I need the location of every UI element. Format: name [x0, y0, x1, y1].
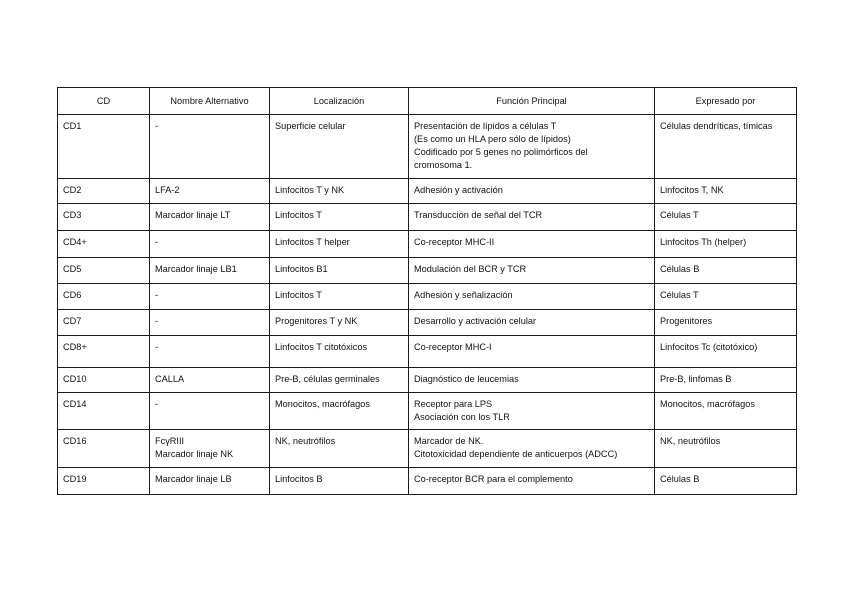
cell-expressed-by: Células B — [655, 468, 797, 495]
cell-location: Progenitores T y NK — [270, 310, 409, 336]
cell-location: Linfocitos T helper — [270, 231, 409, 258]
header-cd: CD — [58, 88, 150, 115]
cell-cd: CD14 — [58, 393, 150, 430]
table-row — [58, 231, 797, 258]
cell-function: Adhesión y señalización — [409, 284, 655, 310]
cell-function: Marcador de NK. Citotoxicidad dependiente de anticuerpos (ADCC) — [409, 430, 655, 468]
cell-function: Diagnóstico de leucemias — [409, 368, 655, 393]
header-function: Función Principal — [409, 88, 655, 115]
cell-expressed-by: Progenitores — [655, 310, 797, 336]
cell-cd: CD10 — [58, 368, 150, 393]
cell-cd: CD4+ — [58, 231, 150, 258]
cell-alt-name: - — [150, 284, 270, 310]
cell-location: Linfocitos T — [270, 284, 409, 310]
cell-function: Co-receptor MHC-I — [409, 336, 655, 368]
cell-location: Linfocitos T y NK — [270, 179, 409, 204]
cell-alt-name: - — [150, 115, 270, 179]
cell-cd: CD16 — [58, 430, 150, 468]
cell-expressed-by: Linfocitos Tc (citotóxico) — [655, 336, 797, 368]
table-row — [58, 258, 797, 284]
cell-location: Linfocitos T — [270, 204, 409, 231]
cell-cd: CD6 — [58, 284, 150, 310]
cell-location: Superficie celular — [270, 115, 409, 179]
cell-function: Modulación del BCR y TCR — [409, 258, 655, 284]
cell-cd: CD1 — [58, 115, 150, 179]
cell-function: Co-receptor BCR para el complemento — [409, 468, 655, 495]
cell-cd: CD19 — [58, 468, 150, 495]
header-row — [58, 88, 797, 115]
cell-location: Linfocitos B — [270, 468, 409, 495]
cell-function: Receptor para LPS Asociación con los TLR — [409, 393, 655, 430]
cell-expressed-by: Pre-B, linfomas B — [655, 368, 797, 393]
cell-expressed-by: NK, neutrófilos — [655, 430, 797, 468]
table-row — [58, 468, 797, 495]
cell-cd: CD2 — [58, 179, 150, 204]
cell-alt-name: CALLA — [150, 368, 270, 393]
table-row — [58, 179, 797, 204]
cell-alt-name: Marcador linaje LT — [150, 204, 270, 231]
cell-function: Adhesión y activación — [409, 179, 655, 204]
cell-cd: CD8+ — [58, 336, 150, 368]
table-row — [58, 204, 797, 231]
cell-cd: CD7 — [58, 310, 150, 336]
table-row — [58, 310, 797, 336]
table-row — [58, 430, 797, 468]
table-body — [58, 115, 797, 495]
header-location: Localización — [270, 88, 409, 115]
cd-markers-table — [57, 87, 797, 495]
cell-expressed-by: Células B — [655, 258, 797, 284]
cell-alt-name: - — [150, 336, 270, 368]
header-alt-name: Nombre Alternativo — [150, 88, 270, 115]
cell-function: Transducción de señal del TCR — [409, 204, 655, 231]
header-expressed-by: Expresado por — [655, 88, 797, 115]
cell-location: NK, neutrófilos — [270, 430, 409, 468]
cell-location: Pre-B, células germinales — [270, 368, 409, 393]
cell-function: Desarrollo y activación celular — [409, 310, 655, 336]
cell-cd: CD3 — [58, 204, 150, 231]
cell-alt-name: Marcador linaje LB1 — [150, 258, 270, 284]
cell-alt-name: - — [150, 393, 270, 430]
table-row — [58, 336, 797, 368]
cell-alt-name: Marcador linaje LB — [150, 468, 270, 495]
cell-alt-name: - — [150, 231, 270, 258]
cell-location: Monocitos, macrófagos — [270, 393, 409, 430]
cell-alt-name: - — [150, 310, 270, 336]
cell-cd: CD5 — [58, 258, 150, 284]
cell-function: Presentación de lípidos a células T (Es como un HLA pero sólo de lípidos) Codificado por 5 genes no polimórficos del cromosoma 1. — [409, 115, 655, 179]
table-header — [58, 88, 797, 115]
cell-expressed-by: Linfocitos Th (helper) — [655, 231, 797, 258]
cell-function: Co-receptor MHC-II — [409, 231, 655, 258]
cell-alt-name: FcγRIII Marcador linaje NK — [150, 430, 270, 468]
cell-expressed-by: Linfocitos T, NK — [655, 179, 797, 204]
cell-expressed-by: Monocitos, macrófagos — [655, 393, 797, 430]
table-row — [58, 368, 797, 393]
cell-expressed-by: Células dendríticas, tímicas — [655, 115, 797, 179]
cell-alt-name: LFA-2 — [150, 179, 270, 204]
cell-location: Linfocitos T citotóxicos — [270, 336, 409, 368]
table-row — [58, 284, 797, 310]
cell-expressed-by: Células T — [655, 204, 797, 231]
cell-location: Linfocitos B1 — [270, 258, 409, 284]
table-row — [58, 393, 797, 430]
cell-expressed-by: Células T — [655, 284, 797, 310]
table-row — [58, 115, 797, 179]
